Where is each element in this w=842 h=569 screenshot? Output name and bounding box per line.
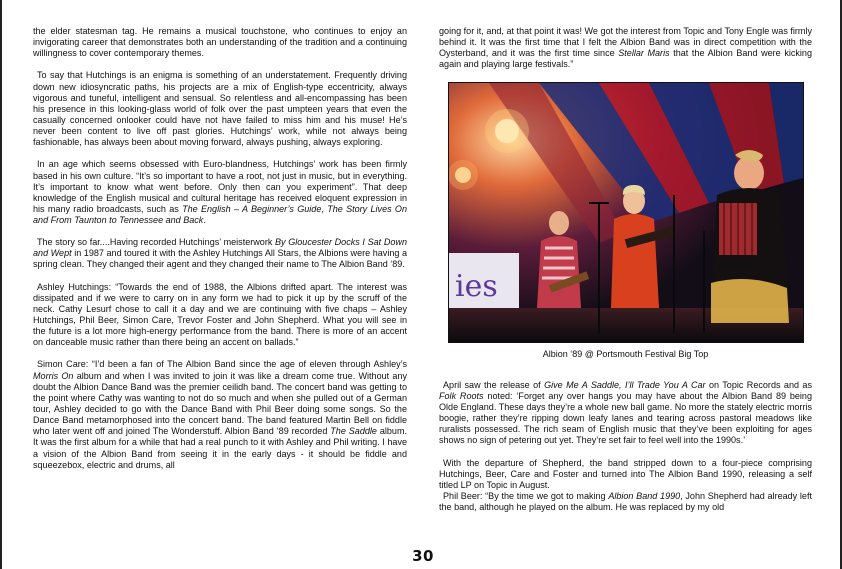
paragraph	[33, 282, 407, 349]
paragraph-text: noted: ‘Forget any over hangs you may have about the Albion Band 89 being Olde England. These days they’re a whole new ball game. No more the stately electric morris boogie, rather they’re ripping down leafy lanes and tearing across pastoral meadows like ruralists possessed. The rich seam of English music that they’ve been exploiting for ages shows no sign of petering out yet. They’re set fair to feel well into the 1990s.’	[439, 390, 812, 446]
paragraph-text: on Topic Records and as	[705, 379, 812, 390]
paragraph-text: The story so far....Having recorded Hutchings’ meisterwork	[37, 237, 276, 248]
svg-text:ies: ies	[455, 268, 498, 304]
paragraph	[439, 380, 812, 447]
italic-title: Folk Roots	[439, 390, 484, 401]
paragraph-text: ,	[321, 203, 328, 214]
paragraph	[439, 491, 812, 513]
paragraph	[439, 458, 812, 491]
italic-title: The English – A Beginner’s Guide	[182, 203, 322, 214]
paragraph-text: Ashley Hutchings: “Towards the end of 1988, the Albions drifted apart. The interest was dissipated and if we were to carry on in any form we had to pick it up by the scruff of the neck. Cathy Lesurf chose to call it a day and we are continuing with five chaps – Ashley Hutchings, Phil Beer, Simon Care, Trevor Foster and John Shepherd. What you will see in the future is a lot more high-energy performance from the band. There is more of an accent on danceable music rather than there being an accent on ballads.”	[33, 281, 407, 348]
paragraph-text: album. It was the first album for a while that had a real punch to it with Ashley and Phil writing. I have a vision of the Albion Band from seeing it in the early days - it should be fiddle and squeezebox, electric and drums, all	[33, 426, 407, 470]
photo-caption: Albion ‘89 @ Portsmouth Festival Big Top	[542, 348, 709, 359]
paragraph-text: going for it, and, at that point it was! We got the interest from Topic and Tony Engle was firmly behind it. It was the first time that I felt the Albion Band was in direct competition with the Oysterband, and it was the first time since	[439, 26, 812, 59]
paragraph-text: , John Shepherd had already left the band, although he played on the album. He was replaced by my old	[439, 490, 812, 513]
left-column	[33, 26, 407, 471]
paragraph-text: To say that Hutchings is an enigma is something of an understatement. Frequently driving down new idiosyncratic paths, his projects are a mix of English-type eccentricity, always vigorous and tuneful, intelligent and sensual. So relentless and all-encompassing has been his presence in this looking-glass world of folk over the past umpteen years that even the casually concerned onlooker could have not have failed to miss him and his muse! He’s never been content to live off past glories. Hutchings’ work, while not always being fashionable, has always been about moving forward, always pushing, always exploring.	[33, 70, 407, 148]
paragraph-text: the elder statesman tag. He remains a musical touchstone, who continues to enjoy an invigorating career that demonstrates both an understanding of the tradition and a continuing willingness to cover contemporary themes.	[33, 26, 407, 59]
paragraph-text: In an age which seems obsessed with Euro-blandness, Hutchings’ work has been firmly based in his own culture. “It’s so important to have a root, not just in music, but in everything. It’s important to know what went before. Only then can you experiment”. That deep knowledge of the English musical and cultural heritage has received eloquent expression in his many radio broadcasts, such as	[33, 159, 407, 214]
page-number: 30	[412, 547, 434, 565]
italic-title: Stellar Maris	[618, 48, 670, 59]
paragraph	[33, 159, 407, 226]
paragraph	[439, 26, 812, 71]
paragraph-text: Simon Care: “I’d been a fan of The Albion Band since the age of eleven through Ashley’s	[37, 359, 407, 370]
italic-title: The Saddle	[330, 426, 377, 437]
photo-figure	[448, 82, 812, 343]
paragraph	[33, 237, 407, 270]
paragraph	[33, 26, 407, 59]
paragraph-text: album and when I was invited to join it was like a dream come true. Without any doubt the Albion Dance Band was the premier ceilidh band. The concert band was getting to the point where Cathy was wanting to not do so much and when she pulled out of a German tour, Ashley decided to go with the Dance Band with Phil Beer doing some songs. So the Dance Band metamorphosed into the concert band. The band featured Martin Bell on fiddle who later went off and joined The Wonderstuff. Albion Band ‘89 recorded	[33, 370, 407, 437]
italic-title: The Story Lives On and From Taunton to Tennessee and Back	[33, 203, 408, 226]
paragraph-text: With the departure of Shepherd, the band stripped down to a four-piece comprising Hutchings, Beer, Care and Foster and turned into The Albion Band 1990, releasing a self titled LP on Topic in August.	[439, 457, 812, 490]
paragraph-text: in 1987 and toured it with the Ashley Hutchings All Stars, the Albions were having a spring clean. They changed their agent and they changed their name to The Albion Band ‘89.	[33, 248, 408, 270]
right-column	[439, 26, 812, 513]
paragraph	[33, 359, 407, 471]
band-photo	[448, 82, 804, 343]
italic-title: By Gloucester Docks I Sat Down and Wept	[33, 237, 407, 259]
italic-title: Morris On	[33, 370, 74, 381]
paragraph-text: that the Albion Band were kicking again and playing large festivals.”	[439, 48, 812, 70]
paragraph-text: .	[203, 215, 206, 226]
paragraph	[33, 70, 407, 148]
italic-title: Albion Band 1990	[608, 490, 681, 501]
italic-title: Give Me A Saddle, I’ll Trade You A Car	[544, 379, 706, 390]
paragraph-text: Phil Beer: “By the time we got to making	[443, 490, 609, 501]
paragraph-text: April saw the release of	[443, 379, 545, 390]
